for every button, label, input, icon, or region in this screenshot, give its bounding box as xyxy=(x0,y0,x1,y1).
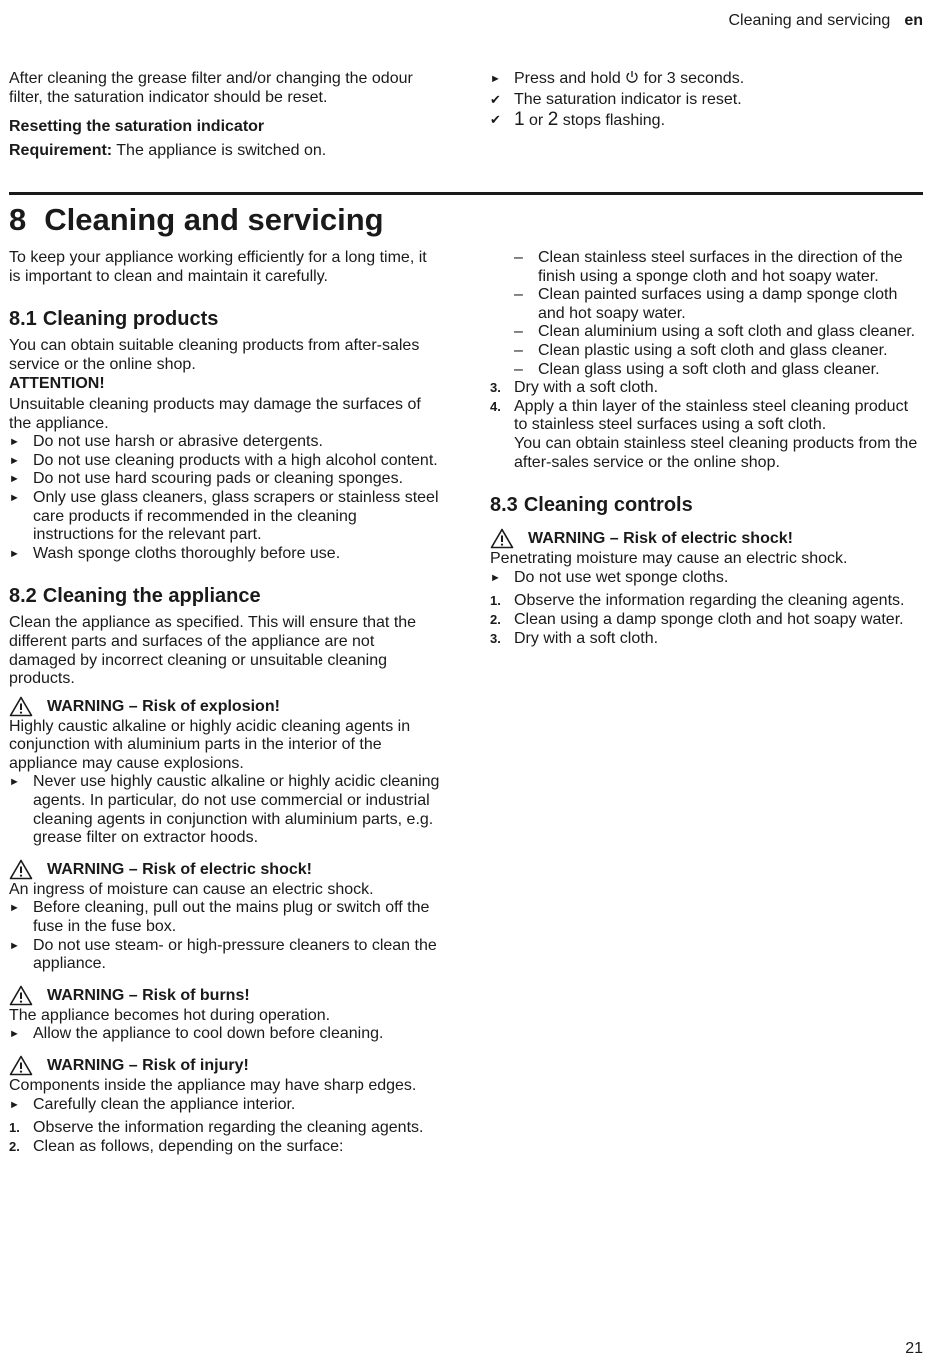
step-text: Observe the information regarding the cleaning agents. xyxy=(514,592,905,610)
reset-section xyxy=(9,70,441,160)
dash-item-text: Clean aluminium using a soft cloth and glass cleaner. xyxy=(538,323,916,341)
reset-result xyxy=(490,111,922,131)
list-item-text: Allow the appliance to cool down before cleaning. xyxy=(33,1025,384,1043)
reset-heading: Resetting the saturation indicator xyxy=(9,118,265,136)
cleaning-appliance-text: Clean the appliance as specified. This will ensure that the different parts and surfaces of the appliance are not damaged by incorrect cleaning or unsuitable cleaning products. xyxy=(9,614,417,688)
dash-item-text: Clean stainless steel surfaces in the direction of the finish using a sponge cloth and hot soapy water. xyxy=(538,249,903,285)
checkmark-icon: ✔ xyxy=(490,91,501,107)
list-item-text: Do not use steam- or high-pressure cleaners to clean the appliance. xyxy=(33,936,437,973)
attention-label: ATTENTION! xyxy=(9,375,105,393)
numbered-step xyxy=(9,1138,441,1157)
chapter-title-text: Cleaning and servicing xyxy=(44,202,384,237)
step-number: 2. xyxy=(490,611,501,627)
requirement-text: The appliance is switched on. xyxy=(112,141,327,159)
dash-item-text: Clean plastic using a soft cloth and glass cleaner. xyxy=(538,341,888,359)
list-item xyxy=(9,545,441,564)
list-item-text: Do not use cleaning products with a high alcohol content. xyxy=(33,451,438,469)
running-header xyxy=(728,12,923,31)
requirement-label: Requirement: xyxy=(9,141,113,159)
result-text-end: stops flashing. xyxy=(558,112,666,130)
cleaning-products-text: You can obtain suitable cleaning products from after-sales service or the online shop. xyxy=(9,337,420,373)
list-item-text: Carefully clean the appliance interior. xyxy=(33,1095,296,1113)
step-number: 4. xyxy=(490,398,501,414)
list-item xyxy=(9,937,441,974)
list-item-text: Do not use wet sponge cloths. xyxy=(514,568,729,586)
triangle-bullet-icon: ► xyxy=(9,902,20,915)
reset-step xyxy=(490,70,922,89)
triangle-bullet-icon: ► xyxy=(9,1098,20,1111)
language-code: en xyxy=(904,12,923,29)
numbered-step xyxy=(490,592,922,611)
checkmark-icon: ✔ xyxy=(490,112,501,128)
step-number: 3. xyxy=(490,630,501,646)
step-note: You can obtain stainless steel cleaning products from the after-sales service or the online shop. xyxy=(514,434,918,471)
warning-heading xyxy=(9,697,441,717)
section-title: Cleaning the appliance xyxy=(42,585,261,608)
power-icon xyxy=(625,70,639,84)
warning-heading xyxy=(9,860,441,880)
reset-step-text-end: for 3 seconds. xyxy=(639,70,745,87)
display-digit-2: 2 xyxy=(547,109,559,131)
warning-text: An ingress of moisture can cause an electric shock. xyxy=(9,880,374,898)
warning-title: WARNING – Risk of electric shock! xyxy=(528,530,793,548)
left-column xyxy=(9,249,441,1156)
numbered-step xyxy=(9,1119,441,1138)
chapter-number: 8 xyxy=(9,202,27,237)
list-item-text: Wash sponge cloths thoroughly before use. xyxy=(33,544,341,562)
dash-marker: – xyxy=(514,360,523,378)
list-item-text: Do not use hard scouring pads or cleaning sponges. xyxy=(33,470,404,488)
list-item xyxy=(9,433,441,452)
chapter-rule xyxy=(9,192,923,195)
section-number: 8.1 xyxy=(9,308,37,331)
list-item-text: Never use highly caustic alkaline or highly acidic cleaning agents. In particular, do not use commercial or industrial cleaning agents in conjunction with aluminium parts, e.g. grease filter on extractor hoods. xyxy=(33,773,440,847)
triangle-bullet-icon: ► xyxy=(9,473,20,486)
result-text: or xyxy=(524,112,548,130)
reset-steps xyxy=(490,70,922,131)
list-item xyxy=(9,489,441,545)
warning-heading xyxy=(9,1056,441,1076)
reset-result xyxy=(490,91,922,110)
dash-item xyxy=(490,361,922,380)
numbered-step xyxy=(490,611,922,630)
step-text: Dry with a soft cloth. xyxy=(514,379,659,397)
dash-item xyxy=(490,249,922,286)
list-item xyxy=(9,899,441,936)
triangle-bullet-icon: ► xyxy=(9,491,20,504)
triangle-bullet-icon: ► xyxy=(9,1028,20,1041)
step-number: 1. xyxy=(9,1120,20,1136)
right-column xyxy=(490,249,922,648)
dash-item-text: Clean painted surfaces using a damp sponge cloth and hot soapy water. xyxy=(538,286,898,322)
step-number: 3. xyxy=(490,380,501,396)
page-number: 21 xyxy=(905,1340,923,1358)
dash-marker: – xyxy=(514,323,523,341)
section-heading-8-1 xyxy=(9,307,441,331)
warning-text: Highly caustic alkaline or highly acidic cleaning agents in conjunction with aluminium parts in the interior of the appliance may cause explosions. xyxy=(9,717,411,772)
step-text: Dry with a soft cloth. xyxy=(514,629,659,647)
dash-item xyxy=(490,323,922,342)
display-digit-1: 1 xyxy=(514,109,525,131)
step-number: 2. xyxy=(9,1138,20,1154)
step-text: Clean using a damp sponge cloth and hot soapy water. xyxy=(514,610,904,628)
chapter-intro: To keep your appliance working efficiently for a long time, it is important to clean and maintain it carefully. xyxy=(9,249,427,285)
attention-text: Unsuitable cleaning products may damage the surfaces of the appliance. xyxy=(9,395,421,432)
warning-triangle-icon xyxy=(490,528,514,549)
warning-title: WARNING – Risk of burns! xyxy=(47,986,250,1004)
section-heading-8-2 xyxy=(9,584,441,608)
warning-text: The appliance becomes hot during operation. xyxy=(9,1006,331,1024)
warning-triangle-icon xyxy=(9,859,33,880)
list-item-text: Before cleaning, pull out the mains plug or switch off the fuse in the fuse box. xyxy=(33,899,430,936)
list-item xyxy=(490,569,922,588)
dash-item xyxy=(490,286,922,323)
list-item xyxy=(9,773,441,847)
running-header-section: Cleaning and servicing xyxy=(728,12,891,29)
triangle-bullet-icon: ► xyxy=(9,939,20,952)
triangle-bullet-icon: ► xyxy=(490,571,501,584)
list-item xyxy=(9,1025,441,1044)
list-item xyxy=(9,1096,441,1115)
warning-title: WARNING – Risk of electric shock! xyxy=(47,860,312,878)
dash-marker: – xyxy=(514,286,523,304)
requirement xyxy=(9,142,441,161)
section-number: 8.3 xyxy=(490,494,518,517)
dash-marker: – xyxy=(514,249,523,266)
step-number: 1. xyxy=(490,593,501,609)
numbered-step xyxy=(490,398,922,472)
warning-triangle-icon xyxy=(9,696,33,717)
reset-step-text: Press and hold xyxy=(514,70,626,87)
step-text: Apply a thin layer of the stainless steel cleaning product to stainless steel surfaces using a soft cloth. xyxy=(514,397,909,434)
warning-title: WARNING – Risk of injury! xyxy=(47,1057,249,1074)
section-title: Cleaning products xyxy=(42,308,219,331)
chapter-title xyxy=(9,202,384,238)
dash-item xyxy=(490,342,922,361)
triangle-bullet-icon: ► xyxy=(9,776,20,789)
list-item-text: Do not use harsh or abrasive detergents. xyxy=(33,433,323,451)
list-item-text: Only use glass cleaners, glass scrapers or stainless steel care products if recommended in the cleaning instructions for the relevant part. xyxy=(33,488,439,544)
triangle-bullet-icon: ► xyxy=(9,436,20,449)
step-text: Observe the information regarding the cleaning agents. xyxy=(33,1119,424,1137)
warning-heading xyxy=(490,529,922,549)
list-item xyxy=(9,452,441,471)
warning-text: Penetrating moisture may cause an electric shock. xyxy=(490,550,848,568)
warning-title: WARNING – Risk of explosion! xyxy=(47,697,280,715)
section-title: Cleaning controls xyxy=(523,494,693,517)
list-item xyxy=(9,470,441,489)
triangle-bullet-icon: ► xyxy=(9,547,20,560)
section-number: 8.2 xyxy=(9,585,37,608)
section-heading-8-3 xyxy=(490,493,922,517)
reset-intro: After cleaning the grease filter and/or changing the odour filter, the saturation indicator should be reset. xyxy=(9,70,413,106)
warning-heading xyxy=(9,986,441,1006)
numbered-step xyxy=(490,630,922,649)
warning-text: Components inside the appliance may have sharp edges. xyxy=(9,1077,417,1094)
dash-item-text: Clean glass using a soft cloth and glass cleaner. xyxy=(538,360,880,378)
reset-result-text: The saturation indicator is reset. xyxy=(514,90,742,108)
warning-triangle-icon xyxy=(9,985,33,1006)
step-text: Clean as follows, depending on the surface: xyxy=(33,1137,344,1155)
triangle-bullet-icon: ► xyxy=(490,73,501,85)
numbered-step xyxy=(490,379,922,398)
warning-triangle-icon xyxy=(9,1055,33,1076)
triangle-bullet-icon: ► xyxy=(9,454,20,467)
dash-marker: – xyxy=(514,341,523,359)
